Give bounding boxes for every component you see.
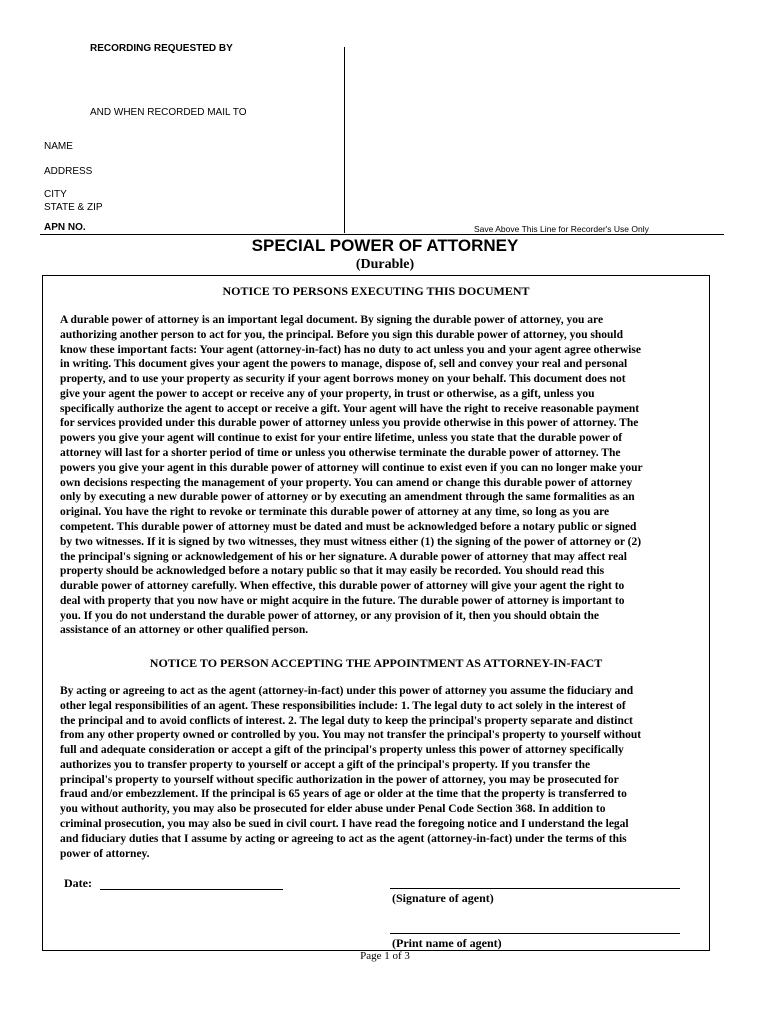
address-label: ADDRESS [44,166,93,177]
notice-accepting-line: authorizes you to transfer property to yourself or accept a gift of the principal's property. If you transfer the [60,758,591,771]
notice-executing-line: the principal's signing or acknowledgement of his or her signature. A durable power of attorney that may affect real [60,550,627,563]
notice-accepting-line: fraud and/or embezzlement. If the principal is 65 years of age or older at the time that the property is transferred to [60,788,627,801]
notice-executing-heading: NOTICE TO PERSONS EXECUTING THIS DOCUMENT [222,284,530,298]
recorder-use-note: Save Above This Line for Recorder's Use Only [474,224,649,234]
notice-executing-line: property should be acknowledged before a notary public so that it may easily be recorded. You should read this [60,565,605,578]
notice-accepting-line: from any other property owned or controlled by you. You may not transfer the principal's property to yourself without [60,729,642,742]
notice-accepting-line: power of attorney. [60,847,150,860]
notice-executing-line: specifically authorize the agent to accept or receive a gift. Your agent will have the right to receive reasonable payment [60,402,640,415]
notice-executing-line: give your agent the power to accept or receive any of your property, in trust or otherwise, as a gift, unless you [60,387,595,400]
signature-label: (Signature of agent) [392,891,494,905]
recorder-divider-vertical [344,47,345,233]
notice-executing-line: competent. This durable power of attorney must be dated and must be acknowledged before a notary public or signed [60,520,637,533]
notice-accepting-line: criminal prosecution, you may also be sued in civil court. I have read the foregoing notice and I understand the legal [60,818,629,831]
signature-field[interactable] [390,888,680,889]
notice-executing-line: powers you give your agent will continue to exist for your entire lifetime, unless you state that the durable power of [60,432,623,445]
notice-executing-line: property, and to use your property as security if your agent borrows money on your behalf. This document does not [60,373,626,386]
page-subtitle: (Durable) [355,257,415,272]
notice-executing-line: powers you give your agent in this durable power of attorney will continue to exist even if you can no longer make your [60,461,643,474]
notice-executing-line: authorizing another person to act for you, the principal. Before you sign this durable power of attorney, you should [60,328,624,341]
notice-executing-line: A durable power of attorney is an important legal document. By signing the durable power of attorney, you are [60,314,604,326]
notice-accepting-line: you without authority, you may also be prosecuted for elder abuse under Penal Code Section 368. In addition to [60,803,606,816]
notice-accepting-line: other legal responsibilities of an agent. These responsibilities include: 1. The legal duty to act solely in the interest of [60,699,626,712]
date-field[interactable] [100,889,283,890]
mail-to-label: AND WHEN RECORDED MAIL TO [90,107,247,118]
notice-executing-line: assistance of an attorney or other qualified person. [60,624,309,637]
notice-accepting-line: and fiduciary duties that I assume by acting or agreeing to act as the agent (attorney-in-fact) under the terms of this [60,832,627,845]
notice-accepting-line: the principal and to avoid conflicts of interest. 2. The legal duty to keep the principal's property separate and distinct [60,714,633,727]
apn-label: APN NO. [44,222,86,233]
print-name-field[interactable] [390,933,680,934]
notice-accepting-heading: NOTICE TO PERSON ACCEPTING THE APPOINTMENT AS ATTORNEY-IN-FACT [149,656,603,670]
notice-executing-line: deal with property that you now have or might acquire in the future. The durable power of attorney is important to [60,594,625,607]
notice-accepting-text [60,684,710,861]
notice-executing-line: in writing. This document gives your agent the powers to manage, dispose of, sell and convey your real and personal [60,358,628,371]
recorder-divider-horizontal [40,234,724,235]
notice-executing-line: know these important facts: Your agent (attorney-in-fact) has no duty to act unless you and your agent agree otherwise [60,343,641,356]
notice-executing-line: by two witnesses. If it is signed by two witnesses, they must witness either (1) the signing of the power of attorney or (2) [60,535,642,548]
page-number: Page 1 of 3 [360,950,410,962]
notice-accepting-line: full and adequate consideration or accept a gift of the principal's property unless this power of attorney specifically [60,744,624,757]
city-label: CITY [44,189,67,200]
notice-executing-line: own decisions respecting the management of your property. You can amend or change this durable power of attorney [60,476,633,489]
state-zip-label: STATE & ZIP [44,202,103,213]
notice-executing-line: for services provided under this durable power of attorney unless you provide otherwise in this power of attorney. The [60,417,639,430]
notice-accepting-line: principal's property to yourself without specific authorization in the power of attorney, you may be prosecuted for [60,773,619,786]
print-name-label: (Print name of agent) [392,936,502,950]
name-label: NAME [44,141,73,152]
notice-executing-line: attorney will last for a shorter period of time or unless you otherwise terminate the durable power of attorney. The [60,447,621,460]
notice-executing-line: you. If you do not understand the durable power of attorney, or any provision of it, then you should obtain the [60,609,599,622]
page-title: SPECIAL POWER OF ATTORNEY [251,236,519,255]
notice-executing-line: original. You have the right to revoke or terminate this durable power of attorney at any time, so long as you are [60,506,610,519]
notice-executing-text [60,313,710,638]
date-label: Date: [64,876,92,890]
notice-accepting-line: By acting or agreeing to act as the agent (attorney-in-fact) under this power of attorney you assume the fiduciary and [60,685,634,697]
notice-executing-line: only by executing a new durable power of attorney or by executing an amendment through the same formalities as an [60,491,635,504]
notice-executing-line: durable power of attorney carefully. When effective, this durable power of attorney will give your agent the right to [60,580,625,593]
recording-requested-by-label: RECORDING REQUESTED BY [90,43,233,54]
